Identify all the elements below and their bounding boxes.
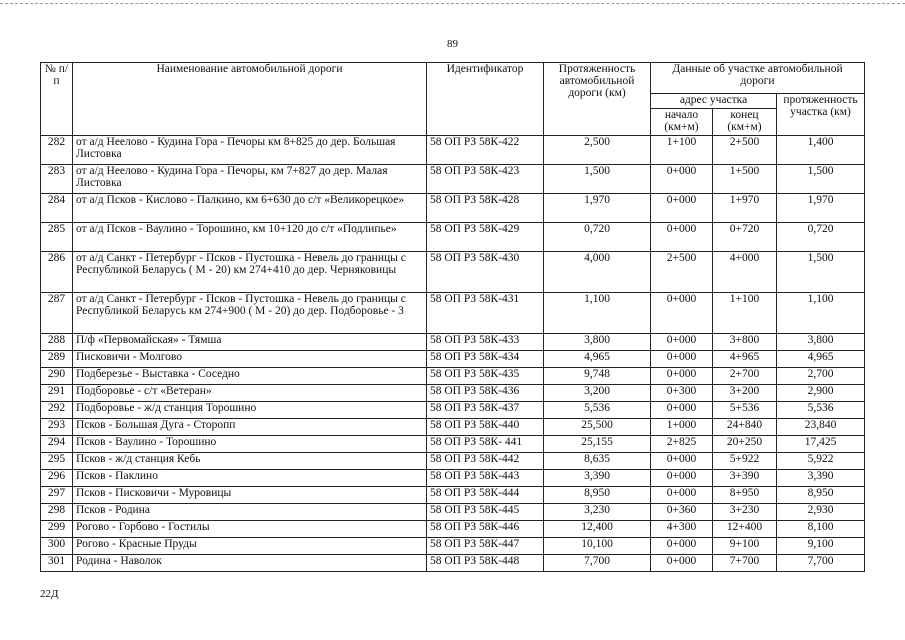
table-row	[41, 487, 865, 504]
section-end: 5+536	[713, 402, 777, 419]
section-length: 8,950	[777, 487, 865, 504]
row-number: 293	[41, 419, 73, 436]
road-name: от а/д Санкт - Петербург - Псков - Пустошка - Невель до границы с Республикой Беларусь км 274+900 ( М - 20) до дер. Подборовье - 3	[73, 293, 427, 334]
road-length: 10,100	[544, 538, 651, 555]
header-start: начало (км+м)	[651, 109, 713, 136]
road-identifier: 58 ОП РЗ 58К-448	[427, 555, 544, 572]
row-number: 291	[41, 385, 73, 402]
section-end: 1+100	[713, 293, 777, 334]
road-identifier: 58 ОП РЗ 58К-447	[427, 538, 544, 555]
road-length: 4,000	[544, 252, 651, 293]
road-length: 5,536	[544, 402, 651, 419]
road-length: 3,200	[544, 385, 651, 402]
header-end: конец (км+м)	[713, 109, 777, 136]
header-identifier: Идентификатор	[427, 63, 544, 136]
road-identifier: 58 ОП РЗ 58К-422	[427, 136, 544, 165]
road-length: 1,970	[544, 194, 651, 223]
section-length: 2,900	[777, 385, 865, 402]
road-identifier: 58 ОП РЗ 58К-442	[427, 453, 544, 470]
table-row	[41, 436, 865, 453]
row-number: 284	[41, 194, 73, 223]
road-name: от а/д Неелово - Кудина Гора - Печоры, км 7+827 до дер. Малая Листовка	[73, 165, 427, 194]
road-name: Родина - Наволок	[73, 555, 427, 572]
road-length: 2,500	[544, 136, 651, 165]
row-number: 299	[41, 521, 73, 538]
header-section-length: протяженность участка (км)	[777, 94, 865, 136]
road-length: 3,390	[544, 470, 651, 487]
road-length: 3,800	[544, 334, 651, 351]
section-length: 7,700	[777, 555, 865, 572]
table-row	[41, 470, 865, 487]
table-row	[41, 385, 865, 402]
section-length: 1,970	[777, 194, 865, 223]
section-end: 3+800	[713, 334, 777, 351]
row-number: 290	[41, 368, 73, 385]
table-row	[41, 293, 865, 334]
row-number: 289	[41, 351, 73, 368]
header-section-address: адрес участка	[651, 94, 777, 109]
road-name: Рогово - Красные Пруды	[73, 538, 427, 555]
table-body	[41, 136, 865, 572]
section-length: 1,100	[777, 293, 865, 334]
section-end: 5+922	[713, 453, 777, 470]
section-end: 24+840	[713, 419, 777, 436]
table-row	[41, 402, 865, 419]
section-length: 0,720	[777, 223, 865, 252]
road-name: Рогово - Горбово - Гостилы	[73, 521, 427, 538]
table-row	[41, 453, 865, 470]
table-row	[41, 555, 865, 572]
section-end: 4+000	[713, 252, 777, 293]
table-row	[41, 504, 865, 521]
section-length: 17,425	[777, 436, 865, 453]
row-number: 286	[41, 252, 73, 293]
footer-code: 22Д	[40, 588, 59, 600]
section-length: 8,100	[777, 521, 865, 538]
row-number: 285	[41, 223, 73, 252]
section-end: 1+500	[713, 165, 777, 194]
section-length: 3,800	[777, 334, 865, 351]
header-road-length: Протяженность автомобильной дороги (км)	[544, 63, 651, 136]
road-length: 9,748	[544, 368, 651, 385]
table-row	[41, 334, 865, 351]
section-length: 2,700	[777, 368, 865, 385]
section-length: 2,930	[777, 504, 865, 521]
table-row	[41, 538, 865, 555]
section-end: 3+390	[713, 470, 777, 487]
section-end: 2+700	[713, 368, 777, 385]
section-end: 9+100	[713, 538, 777, 555]
section-length: 4,965	[777, 351, 865, 368]
section-start: 0+000	[651, 293, 713, 334]
table-row	[41, 165, 865, 194]
table-row	[41, 223, 865, 252]
header-number: № п/п	[41, 63, 73, 136]
row-number: 298	[41, 504, 73, 521]
section-length: 1,400	[777, 136, 865, 165]
road-identifier: 58 ОП РЗ 58К-446	[427, 521, 544, 538]
section-start: 0+000	[651, 470, 713, 487]
road-name: Подборовье - ж/д станция Торошино	[73, 402, 427, 419]
road-name: от а/д Санкт - Петербург - Псков - Пустошка - Невель до границы с Республикой Беларусь ( М - 20) км 274+410 до дер. Черняковицы	[73, 252, 427, 293]
road-identifier: 58 ОП РЗ 58К-433	[427, 334, 544, 351]
road-name: от а/д Неелово - Кудина Гора - Печоры км 8+825 до дер. Большая Листовка	[73, 136, 427, 165]
row-number: 292	[41, 402, 73, 419]
section-start: 0+000	[651, 165, 713, 194]
section-start: 0+000	[651, 538, 713, 555]
section-end: 3+200	[713, 385, 777, 402]
row-number: 300	[41, 538, 73, 555]
row-number: 287	[41, 293, 73, 334]
row-number: 294	[41, 436, 73, 453]
road-identifier: 58 ОП РЗ 58К-430	[427, 252, 544, 293]
section-start: 0+300	[651, 385, 713, 402]
table-row	[41, 194, 865, 223]
road-identifier: 58 ОП РЗ 58К-443	[427, 470, 544, 487]
table-row	[41, 252, 865, 293]
road-length: 7,700	[544, 555, 651, 572]
section-length: 1,500	[777, 165, 865, 194]
section-length: 5,536	[777, 402, 865, 419]
road-identifier: 58 ОП РЗ 58К-444	[427, 487, 544, 504]
road-length: 8,635	[544, 453, 651, 470]
road-length: 3,230	[544, 504, 651, 521]
roads-table	[40, 62, 865, 572]
section-start: 2+500	[651, 252, 713, 293]
table-row	[41, 351, 865, 368]
section-end: 20+250	[713, 436, 777, 453]
section-start: 0+000	[651, 402, 713, 419]
road-name: от а/д Псков - Кислово - Палкино, км 6+630 до с/т «Великорецкое»	[73, 194, 427, 223]
section-end: 7+700	[713, 555, 777, 572]
section-end: 4+965	[713, 351, 777, 368]
row-number: 301	[41, 555, 73, 572]
section-length: 5,922	[777, 453, 865, 470]
road-identifier: 58 ОП РЗ 58К-437	[427, 402, 544, 419]
header-section-data: Данные об участке автомобильной дороги	[651, 63, 865, 94]
section-length: 23,840	[777, 419, 865, 436]
section-length: 3,390	[777, 470, 865, 487]
row-number: 288	[41, 334, 73, 351]
table-row	[41, 521, 865, 538]
road-length: 1,500	[544, 165, 651, 194]
row-number: 282	[41, 136, 73, 165]
section-end: 8+950	[713, 487, 777, 504]
table-row	[41, 419, 865, 436]
section-start: 4+300	[651, 521, 713, 538]
row-number: 295	[41, 453, 73, 470]
road-name: от а/д Псков - Ваулино - Торошино, км 10+120 до с/т «Подлипье»	[73, 223, 427, 252]
section-start: 1+000	[651, 419, 713, 436]
scan-border-line	[0, 3, 905, 4]
road-identifier: 58 ОП РЗ 58К-429	[427, 223, 544, 252]
section-end: 12+400	[713, 521, 777, 538]
road-name: Подберезье - Выставка - Соседно	[73, 368, 427, 385]
road-length: 25,500	[544, 419, 651, 436]
road-identifier: 58 ОП РЗ 58К-434	[427, 351, 544, 368]
road-identifier: 58 ОП РЗ 58К-423	[427, 165, 544, 194]
road-length: 8,950	[544, 487, 651, 504]
section-start: 0+000	[651, 194, 713, 223]
road-identifier: 58 ОП РЗ 58К-436	[427, 385, 544, 402]
road-name: Подборовье - с/т «Ветеран»	[73, 385, 427, 402]
page-number: 89	[447, 38, 458, 50]
section-end: 3+230	[713, 504, 777, 521]
road-name: Псков - Родина	[73, 504, 427, 521]
section-start: 0+000	[651, 334, 713, 351]
section-start: 0+000	[651, 368, 713, 385]
road-length: 1,100	[544, 293, 651, 334]
road-identifier: 58 ОП РЗ 58К-428	[427, 194, 544, 223]
table-row	[41, 136, 865, 165]
road-name: П/ф «Первомайская» - Тямша	[73, 334, 427, 351]
section-length: 1,500	[777, 252, 865, 293]
section-start: 0+000	[651, 487, 713, 504]
section-end: 1+970	[713, 194, 777, 223]
road-identifier: 58 ОП РЗ 58К-435	[427, 368, 544, 385]
road-name: Псков - ж/д станция Кебь	[73, 453, 427, 470]
road-length: 0,720	[544, 223, 651, 252]
row-number: 296	[41, 470, 73, 487]
section-start: 2+825	[651, 436, 713, 453]
road-identifier: 58 ОП РЗ 58К-431	[427, 293, 544, 334]
section-start: 0+000	[651, 453, 713, 470]
section-start: 1+100	[651, 136, 713, 165]
road-identifier: 58 ОП РЗ 58К- 441	[427, 436, 544, 453]
road-identifier: 58 ОП РЗ 58К-440	[427, 419, 544, 436]
section-start: 0+000	[651, 351, 713, 368]
row-number: 283	[41, 165, 73, 194]
header-road-name: Наименование автомобильной дороги	[73, 63, 427, 136]
road-name: Псков - Ваулино - Торошино	[73, 436, 427, 453]
road-length: 4,965	[544, 351, 651, 368]
road-length: 12,400	[544, 521, 651, 538]
section-start: 0+360	[651, 504, 713, 521]
section-end: 0+720	[713, 223, 777, 252]
road-length: 25,155	[544, 436, 651, 453]
road-name: Писковичи - Молгово	[73, 351, 427, 368]
road-identifier: 58 ОП РЗ 58К-445	[427, 504, 544, 521]
section-start: 0+000	[651, 223, 713, 252]
road-name: Псков - Писковичи - Муровицы	[73, 487, 427, 504]
section-length: 9,100	[777, 538, 865, 555]
section-end: 2+500	[713, 136, 777, 165]
row-number: 297	[41, 487, 73, 504]
table-row	[41, 368, 865, 385]
road-name: Псков - Паклино	[73, 470, 427, 487]
section-start: 0+000	[651, 555, 713, 572]
road-name: Псков - Большая Дуга - Сторопп	[73, 419, 427, 436]
